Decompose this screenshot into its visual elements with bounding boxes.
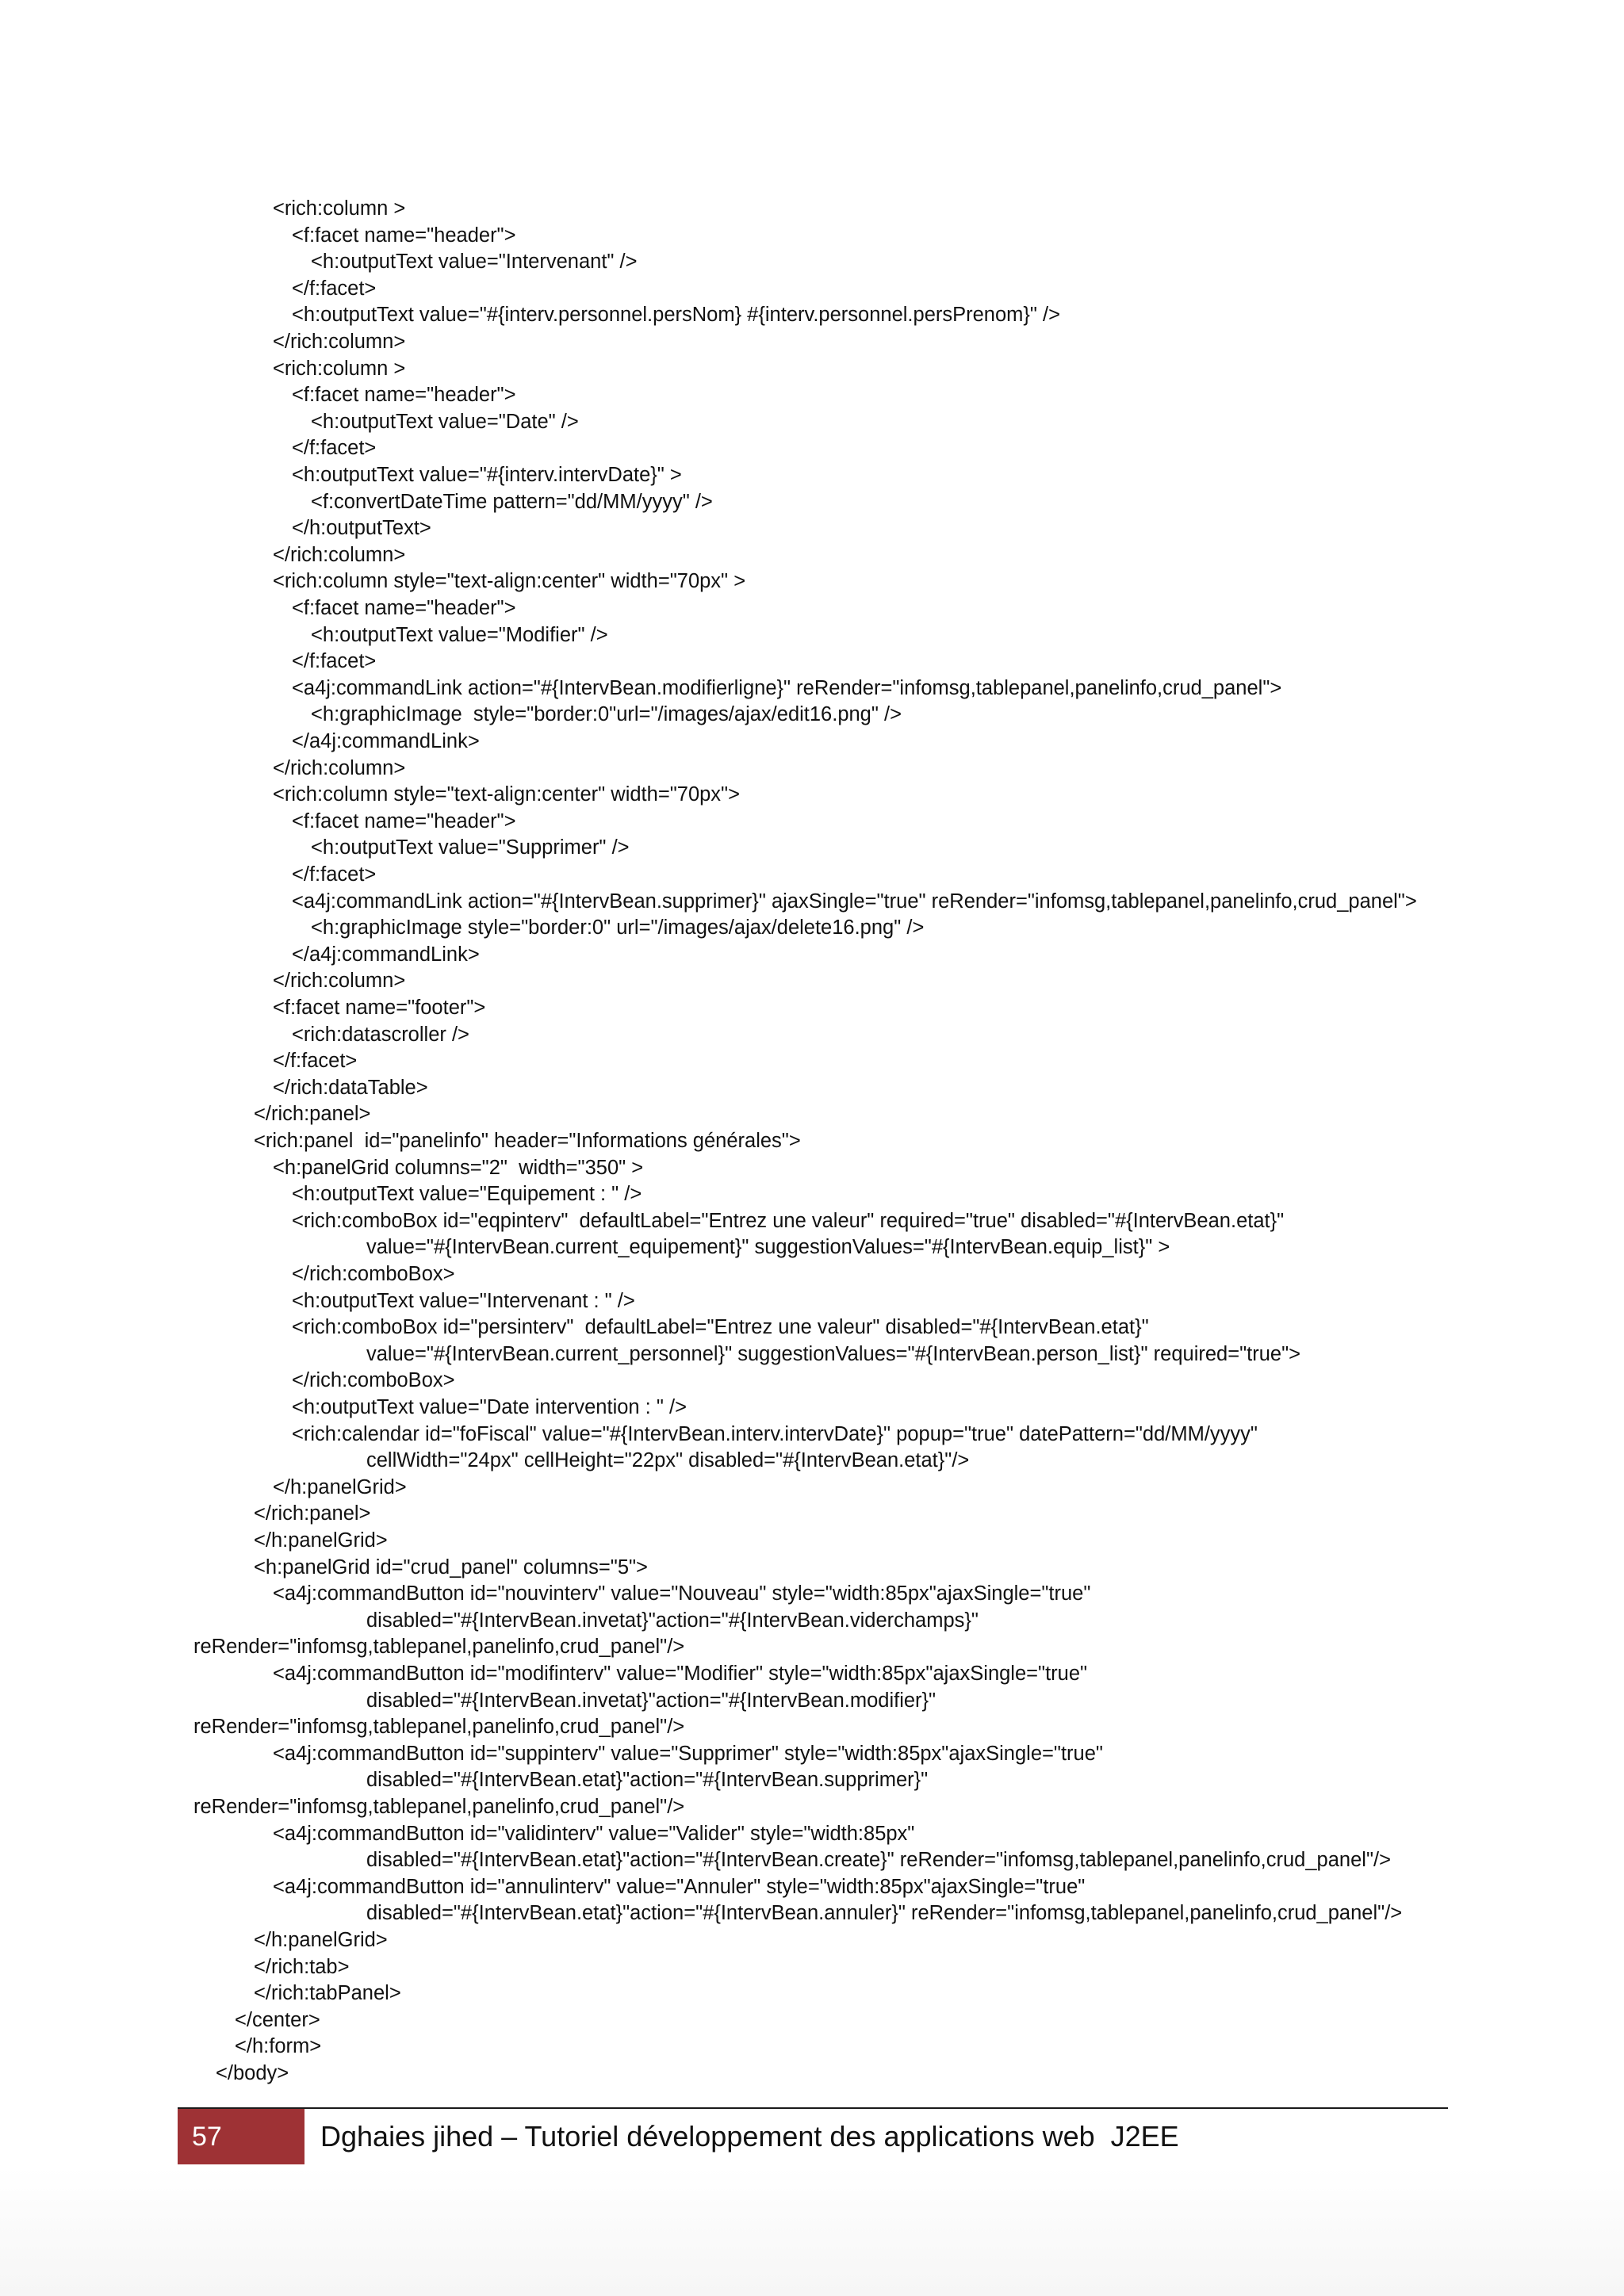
code-line: <h:panelGrid columns="2" width="350" > — [273, 1156, 644, 1179]
code-line: </rich:column> — [273, 543, 406, 566]
code-line: <a4j:commandButton id="validinterv" value="Valider" style="width:85px" — [273, 1822, 915, 1845]
code-line: </f:facet> — [292, 863, 377, 886]
page-number: 57 — [178, 2109, 304, 2164]
code-line: </h:outputText> — [292, 517, 431, 540]
code-line: <h:outputText value="Modifier" /> — [311, 623, 608, 646]
code-line: <h:outputText value="Equipement : " /> — [292, 1183, 642, 1206]
code-line: </h:panelGrid> — [273, 1475, 407, 1498]
code-line: <rich:datascroller /> — [292, 1023, 469, 1046]
code-line: </rich:comboBox> — [292, 1263, 455, 1285]
code-line: </rich:column> — [273, 970, 406, 993]
code-line: <rich:column style="text-align:center" width="70px"> — [273, 783, 741, 806]
code-line: </a4j:commandLink> — [292, 943, 480, 966]
code-line: </f:facet> — [292, 650, 377, 673]
footer-title: Dghaies jihed – Tutoriel développement des applications web J2EE — [320, 2120, 1179, 2152]
code-line: <a4j:commandButton id="annulinterv" value="Annuler" style="width:85px"ajaxSingle="true" — [273, 1875, 1086, 1898]
code-line: </rich:tab> — [254, 1955, 350, 1978]
code-line: <h:graphicImage style="border:0"url="/images/ajax/edit16.png" /> — [311, 703, 902, 726]
code-line: <rich:column style="text-align:center" width="70px" > — [273, 570, 746, 593]
code-line: <a4j:commandButton id="suppinterv" value="Supprimer" style="width:85px"ajaxSingle="true" — [273, 1742, 1103, 1765]
code-line: disabled="#{IntervBean.etat}"action="#{IntervBean.create}" reRender="infomsg,tablepanel,panelinfo,crud_panel"/> — [366, 1849, 1391, 1872]
code-line: <rich:calendar id="foFiscal" value="#{IntervBean.interv.intervDate}" popup="true" datePattern="dd/MM/yyyy" — [292, 1422, 1258, 1445]
code-line: disabled="#{IntervBean.invetat}"action="#{IntervBean.viderchamps}" — [366, 1609, 979, 1632]
code-line: <h:outputText value="Intervenant" /> — [311, 251, 638, 274]
code-line: <rich:column > — [273, 357, 406, 380]
code-line: <a4j:commandButton id="nouvinterv" value="Nouveau" style="width:85px"ajaxSingle="true" — [273, 1582, 1091, 1605]
code-line: <h:outputText value="#{interv.intervDate}" > — [292, 464, 682, 486]
code-line: <h:panelGrid id="crud_panel" columns="5"> — [254, 1556, 648, 1578]
code-line: <a4j:commandLink action="#{IntervBean.supprimer}" ajaxSingle="true" reRender="infomsg,tablepanel,panelinfo,crud_panel"> — [292, 890, 1417, 913]
code-line: cellWidth="24px" cellHeight="22px" disabled="#{IntervBean.etat}"/> — [366, 1449, 970, 1472]
code-line: <rich:panel id="panelinfo" header="Informations générales"> — [254, 1130, 801, 1152]
code-line: reRender="infomsg,tablepanel,panelinfo,crud_panel"/> — [193, 1636, 685, 1659]
code-line: <h:outputText value="Date" /> — [311, 410, 579, 433]
page-bottom-shade — [0, 2168, 1624, 2296]
code-line: disabled="#{IntervBean.etat}"action="#{IntervBean.supprimer}" — [366, 1769, 929, 1792]
code-line: </rich:column> — [273, 756, 406, 779]
code-line: value="#{IntervBean.current_personnel}" suggestionValues="#{IntervBean.person_list}" required="true"> — [366, 1342, 1301, 1365]
code-line: </f:facet> — [273, 1050, 358, 1073]
code-line: <f:facet name="header"> — [292, 597, 516, 619]
code-line: <rich:column > — [273, 197, 406, 220]
code-line: <f:facet name="header"> — [292, 224, 516, 247]
code-line: <h:outputText value="Intervenant : " /> — [292, 1289, 635, 1312]
code-line: <a4j:commandLink action="#{IntervBean.modifierligne}" reRender="infomsg,tablepanel,panelinfo,crud_panel"> — [292, 676, 1282, 699]
code-line: </body> — [216, 2062, 289, 2084]
code-line: <f:convertDateTime pattern="dd/MM/yyyy" /> — [311, 490, 713, 513]
code-line: <h:outputText value="Date intervention : " /> — [292, 1396, 687, 1418]
code-line: </rich:dataTable> — [273, 1076, 428, 1099]
code-line: <a4j:commandButton id="modifinterv" value="Modifier" style="width:85px"ajaxSingle="true" — [273, 1663, 1088, 1685]
code-line: <f:facet name="header"> — [292, 384, 516, 407]
code-line: </rich:panel> — [254, 1502, 371, 1525]
code-line: <rich:comboBox id="persinterv" defaultLabel="Entrez une valeur" disabled="#{IntervBean.etat}" — [292, 1316, 1149, 1339]
code-line: </rich:comboBox> — [292, 1369, 455, 1392]
code-line: </center> — [235, 2008, 320, 2031]
code-line: reRender="infomsg,tablepanel,panelinfo,crud_panel"/> — [193, 1796, 685, 1818]
code-line: disabled="#{IntervBean.invetat}"action="#{IntervBean.modifier}" — [366, 1689, 936, 1712]
code-line: value="#{IntervBean.current_equipement}" suggestionValues="#{IntervBean.equip_list}" > — [366, 1236, 1170, 1259]
code-line: </rich:tabPanel> — [254, 1982, 401, 2005]
code-line: <f:facet name="footer"> — [273, 997, 486, 1019]
code-line: </a4j:commandLink> — [292, 730, 480, 752]
code-line: <h:outputText value="#{interv.personnel.persNom} #{interv.personnel.persPrenom}" /> — [292, 304, 1061, 327]
code-line: </h:form> — [235, 2035, 322, 2058]
code-line: </f:facet> — [292, 277, 377, 300]
code-line: <rich:comboBox id="eqpinterv" defaultLabel="Entrez une valeur" required="true" disabled="#{IntervBean.etat}" — [292, 1209, 1285, 1232]
code-line: </rich:column> — [273, 331, 406, 353]
code-line: </rich:panel> — [254, 1103, 371, 1126]
code-line: <h:outputText value="Supprimer" /> — [311, 836, 630, 859]
code-line: <h:graphicImage style="border:0" url="/images/ajax/delete16.png" /> — [311, 916, 925, 939]
code-line: </h:panelGrid> — [254, 1929, 388, 1951]
code-line: <f:facet name="header"> — [292, 809, 516, 832]
code-line: reRender="infomsg,tablepanel,panelinfo,crud_panel"/> — [193, 1716, 685, 1739]
code-line: </f:facet> — [292, 437, 377, 460]
code-line: </h:panelGrid> — [254, 1529, 388, 1552]
code-line: disabled="#{IntervBean.etat}"action="#{IntervBean.annuler}" reRender="infomsg,tablepanel,panelinfo,crud_panel"/> — [366, 1902, 1403, 1925]
